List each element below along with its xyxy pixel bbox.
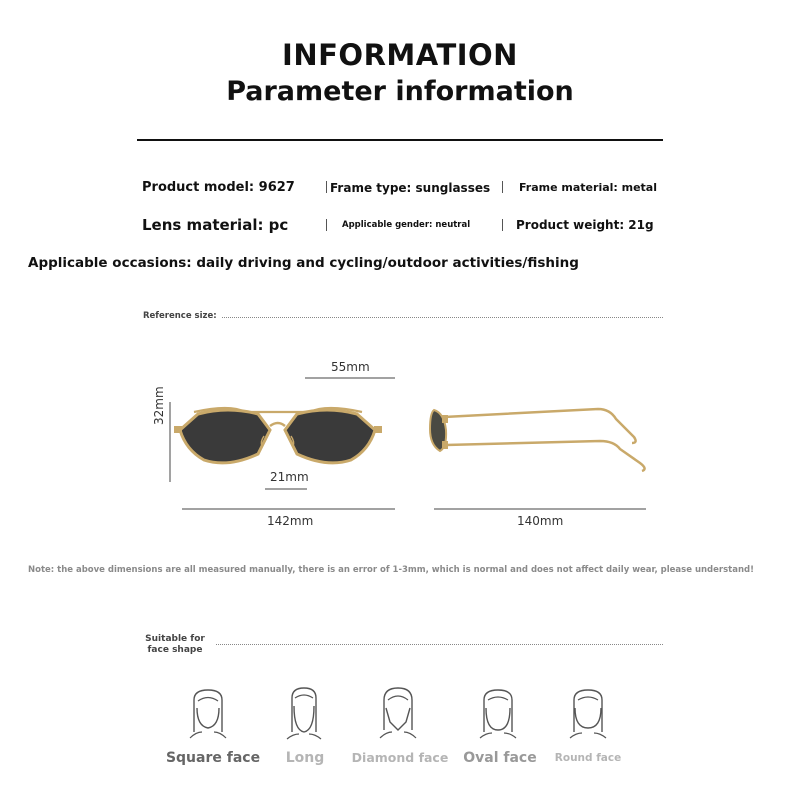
page-title: INFORMATION: [282, 38, 518, 72]
temple-length-label: 140mm: [517, 514, 564, 528]
face-label-diamond: Diamond face: [351, 750, 449, 765]
face-label-square: Square face: [165, 750, 261, 766]
oval-face-icon: [476, 686, 520, 740]
face-shape-label-line2: face shape: [147, 645, 203, 655]
header-divider: [137, 139, 663, 141]
round-face-icon: [566, 686, 610, 740]
frame-width-label: 142mm: [267, 514, 314, 528]
spec-separator: [502, 219, 503, 231]
spec-product-weight: Product weight: 21g: [516, 218, 654, 232]
reference-size-label: Reference size:: [143, 311, 217, 321]
long-face-icon: [282, 684, 326, 740]
face-label-long: Long: [285, 750, 325, 766]
spec-separator: [326, 181, 327, 193]
face-shape-label-line1: Suitable for: [145, 634, 205, 644]
lens-height-label: 32mm: [152, 386, 166, 425]
measurement-note: Note: the above dimensions are all measured manually, there is an error of 1-3mm, which is normal and does not affect daily wear, please understand!: [28, 565, 754, 575]
face-label-oval: Oval face: [463, 750, 537, 766]
spec-frame-type: Frame type: sunglasses: [330, 181, 491, 195]
lens-width-label: 55mm: [331, 360, 370, 374]
spec-lens-material: Lens material: pc: [142, 216, 289, 234]
face-shape-dotted-line: [216, 644, 663, 645]
spec-product-model: Product model: 9627: [142, 180, 295, 195]
spec-applicable-gender: Applicable gender: neutral: [342, 220, 471, 230]
square-face-icon: [186, 686, 230, 740]
spec-applicable-occasions: Applicable occasions: daily driving and cycling/outdoor activities/fishing: [28, 255, 579, 271]
glasses-front-view: [150, 350, 420, 540]
spec-separator: [326, 219, 327, 231]
diamond-face-icon: [376, 684, 420, 740]
page-subtitle: Parameter information: [226, 76, 574, 107]
bridge-width-label: 21mm: [270, 470, 309, 484]
spec-frame-material: Frame material: metal: [519, 181, 658, 194]
spec-separator: [502, 181, 503, 193]
face-shape-label: [145, 634, 205, 656]
face-label-round: Round face: [554, 752, 622, 764]
reference-dotted-line: [222, 317, 663, 318]
glasses-side-view: [420, 395, 660, 520]
